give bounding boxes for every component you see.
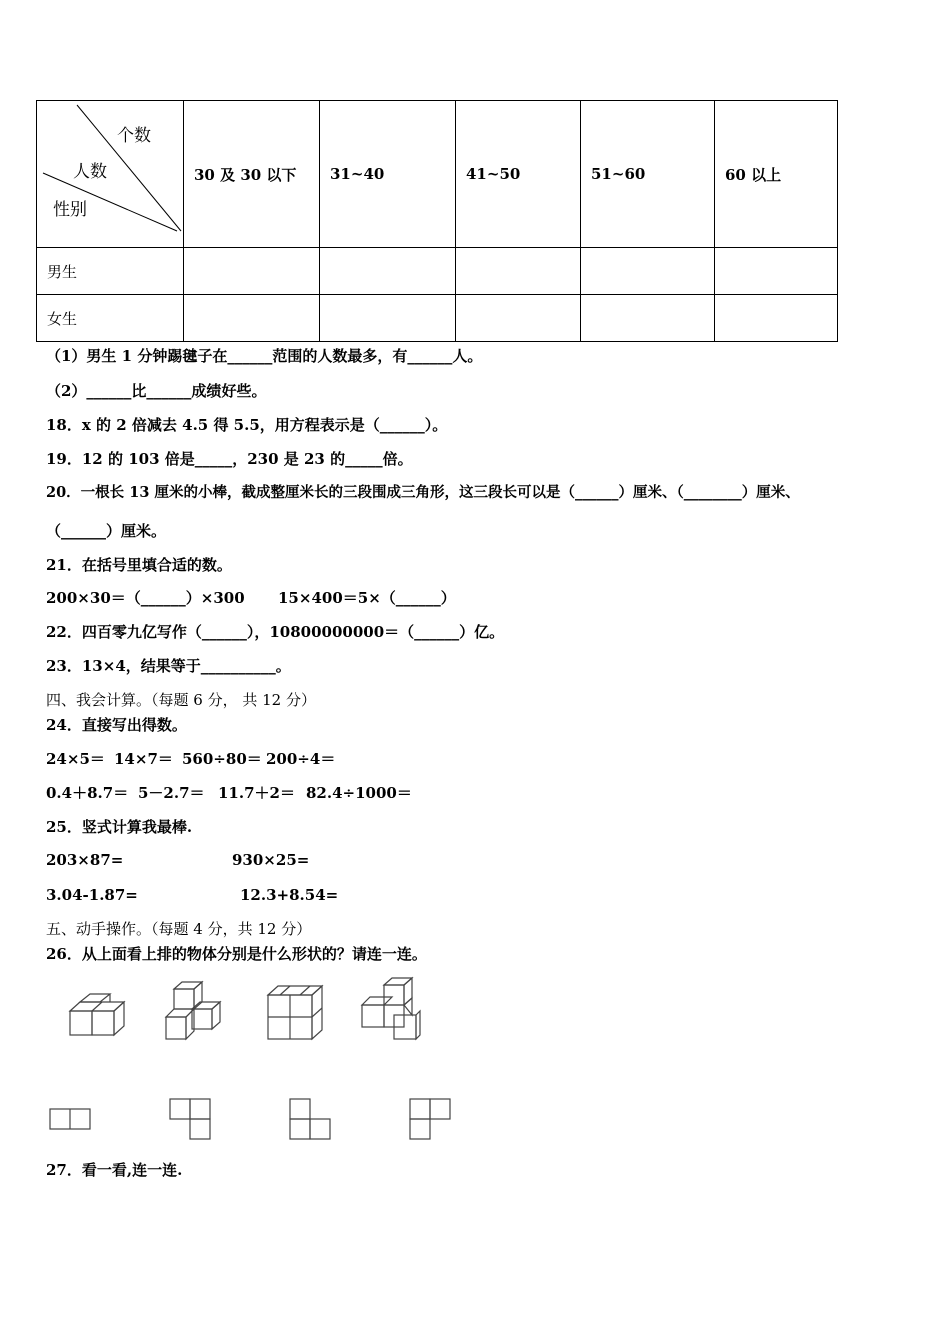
calc-24-r1-c2: 14×7＝	[114, 750, 173, 768]
question-22: 22．四百零九亿写作（______），10800000000＝（______）亿。	[46, 623, 505, 641]
question-18: 18．x 的 2 倍减去 4.5 得 5.5，用方程表示是（______）。	[46, 416, 448, 434]
question-24: 24．直接写出得数。	[46, 716, 187, 734]
calc-24-r1-c4: 200÷4＝	[266, 750, 336, 768]
question-27: 27．看一看,连一连.	[46, 1161, 183, 1179]
view-shapes-row	[46, 1095, 466, 1145]
table-cell	[715, 248, 838, 295]
table-cell	[456, 248, 581, 295]
row-label-boys: 男生	[37, 248, 184, 295]
question-25: 25．竖式计算我最棒.	[46, 818, 193, 836]
calc-25-d: 12.3+8.54=	[240, 886, 339, 904]
shape-c	[290, 1099, 330, 1139]
diag-label-gender: 性别	[53, 200, 87, 220]
statistics-table	[36, 100, 838, 342]
shape-d	[410, 1099, 450, 1139]
calc-25-c: 3.04-1.87=	[46, 886, 138, 904]
table-cell	[320, 248, 456, 295]
calc-24-r1-c1: 24×5＝	[46, 750, 105, 768]
question-17-2: （2）______比______成绩好些。	[46, 382, 267, 400]
calc-25-a: 203×87=	[46, 851, 124, 869]
table-cell	[715, 295, 838, 342]
question-17-1: （1）男生 1 分钟踢毽子在______范围的人数最多，有______人。	[46, 347, 483, 365]
header-cell: 31~40	[320, 101, 456, 248]
table-cell	[581, 248, 715, 295]
table-cell	[320, 295, 456, 342]
section-4-title: 四、我会计算。（每题 6 分， 共 12 分）	[46, 691, 316, 709]
table-cell	[184, 295, 320, 342]
question-21-a: 200×30＝（______）×300	[46, 589, 245, 607]
calc-24-r1-c3: 560÷80＝	[182, 750, 262, 768]
cube-figure-4	[362, 978, 420, 1039]
cube-figure-1	[70, 994, 124, 1035]
question-20-line1: 20．一根长 13 厘米的小棒，截成整厘米长的三段围成三角形，这三段长可以是（______）厘米、（________）厘米、	[46, 484, 800, 501]
question-21-b: 15×400＝5×（______）	[278, 589, 456, 607]
table-row	[37, 295, 838, 342]
cube-figure-2	[166, 982, 220, 1039]
header-cell: 30 及 30 以下	[184, 101, 320, 248]
table-cell	[456, 295, 581, 342]
diagonal-header-cell	[37, 101, 184, 248]
question-20-line2: （______）厘米。	[46, 522, 167, 540]
header-cell: 41~50	[456, 101, 581, 248]
calc-25-b: 930×25=	[232, 851, 310, 869]
header-cell: 51~60	[581, 101, 715, 248]
question-19: 19．12 的 103 倍是_____，230 是 23 的_____倍。	[46, 450, 413, 468]
diag-label-count: 个数	[117, 126, 151, 146]
shape-b	[170, 1099, 210, 1139]
calc-24-r2-c4: 82.4÷1000＝	[306, 784, 412, 802]
calc-24-r2-c1: 0.4＋8.7＝	[46, 784, 129, 802]
calc-24-r2-c2: 5－2.7＝	[138, 784, 205, 802]
table-cell	[581, 295, 715, 342]
question-23: 23．13×4，结果等于__________。	[46, 657, 291, 675]
table-row	[37, 248, 838, 295]
header-cell: 60 以上	[715, 101, 838, 248]
table-cell	[184, 248, 320, 295]
cube-figures-row	[60, 975, 440, 1045]
question-21: 21．在括号里填合适的数。	[46, 556, 232, 574]
calc-24-r2-c3: 11.7＋2＝	[218, 784, 295, 802]
question-26: 26．从上面看上排的物体分别是什么形状的？请连一连。	[46, 945, 427, 963]
diagonal-lines	[37, 101, 183, 247]
section-5-title: 五、动手操作。（每题 4 分，共 12 分）	[46, 920, 312, 938]
diag-label-people: 人数	[73, 162, 107, 182]
row-label-girls: 女生	[37, 295, 184, 342]
cube-figure-3	[268, 986, 322, 1039]
shape-a	[50, 1109, 90, 1129]
